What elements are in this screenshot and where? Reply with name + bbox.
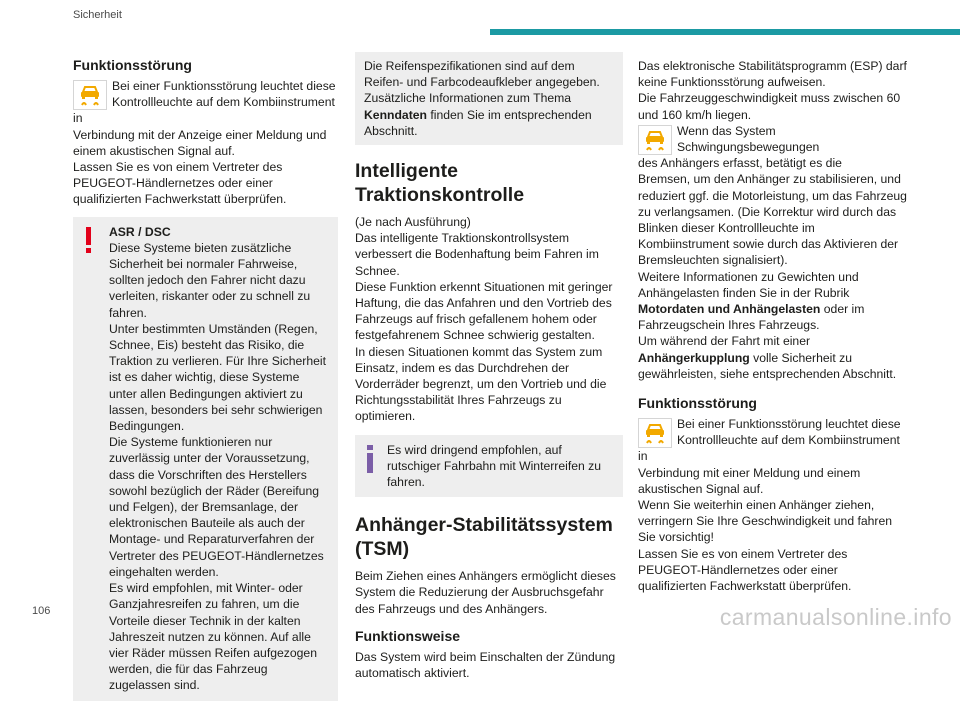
column-3: [638, 52, 908, 594]
itc-paragraph-1: (Je nach Ausführung): [355, 215, 471, 230]
asr-dsc-warning-box: [73, 217, 338, 701]
tire-note-pre: Die Reifenspezifikationen sind auf dem Reifen- und Farbcodeaufkleber angegeben. Zusätzliche Informationen zum Thema: [364, 59, 600, 106]
weights-paragraph: [638, 269, 908, 334]
warning-paragraph-2: Unter bestimmten Umständen (Regen, Schnee, Eis) besteht das Risiko, die Traktion zu verlieren. Für Ihre Sicherheit ist es daher wichtig, diese Systeme unter allen Bedingungen aktiviert zu lassen, besonders bei sehr schwierigen Bedingungen.: [109, 321, 326, 434]
tsm-action-rest: Bremsen, um den Anhänger zu stabilisieren, und reduziert ggf. die Motorleistung, um das Fahrzeug zu verlangsamen. (Die Korrektur wird durch das Blinken dieser Kontrollleuchte im Kombiinstrument sowie durch das Aktivieren der Bremsleuchten signalisiert).: [638, 172, 907, 268]
itc-paragraph-2: Das intelligente Traktionskontrollsystem verbessert die Bodenhaftung beim Fahren im Schnee.: [355, 231, 599, 278]
weights-bold: Motordaten und Anhängelasten: [638, 302, 821, 317]
page-header-section: Sicherheit: [73, 9, 122, 21]
warning-title: ASR / DSC: [109, 224, 171, 239]
skidding-car-warning-icon: [638, 418, 672, 448]
tire-spec-note: [355, 52, 623, 145]
info-note-text: Es wird dringend empfohlen, auf rutschiger Fahrbahn mit Winterreifen zu fahren.: [387, 442, 602, 490]
column-2: [355, 52, 623, 681]
watermark: carmanualsonline.info: [719, 604, 952, 630]
tsm-fault-line-1: Bei einer Funktionsstörung leuchtet diese: [677, 417, 901, 432]
tsm-fault-line-2: Kontrollleuchte auf dem Kombiinstrument in: [638, 433, 900, 464]
fault-text-line-2: Kontrollleuchte auf dem Kombiinstrument in: [73, 95, 335, 126]
winter-tire-info-box: [355, 435, 623, 498]
header-accent-bar: [490, 29, 960, 35]
weights-pre: Weitere Informationen zu Gewichten und Anhängelasten finden Sie in der Rubrik: [638, 269, 859, 300]
speed-paragraph: Die Fahrzeuggeschwindigkeit muss zwischen 60 und 160 km/h liegen.: [638, 91, 901, 122]
tsm-fault-paragraph-3: Lassen Sie es von einem Vertreter des PEUGEOT-Händlernetzes oder einer qualifizierten Fachwerkstatt überprüfen.: [638, 546, 852, 594]
function-paragraph-1: Das System wird beim Einschalten der Zündung automatisch aktiviert.: [355, 649, 616, 681]
info-icon: [367, 445, 373, 473]
esp-paragraph: Das elektronische Stabilitätsprogramm (ESP) darf keine Funktionsstörung aufweisen.: [638, 59, 907, 90]
tsm-action-paragraph: [638, 123, 908, 269]
towbar-bold: Anhängerkupplung: [638, 350, 750, 365]
tsm-fault-paragraph-2: Wenn Sie weiterhin einen Anhänger ziehen, verringern Sie Ihre Geschwindigkeit und fahren Sie vorsichtig!: [638, 498, 893, 545]
skidding-car-warning-icon: [638, 125, 672, 155]
itc-paragraph-4: In diesen Situationen kommt das System zum Einsatz, indem es das Durchdrehen der Vorderräder begrenzt, um den Vortrieb und die Richtungsstabilität Ihres Fahrzeugs zu optimieren.: [355, 344, 607, 424]
tsm-fault-heading: Funktionsstörung: [638, 395, 757, 412]
tsm-fault-paragraph: [638, 416, 908, 497]
towbar-paragraph: [638, 333, 908, 382]
exclamation-icon: [86, 227, 91, 253]
fault-paragraph: [73, 78, 338, 159]
fault-text-rest: Verbindung mit der Anzeige einer Meldung und einem akustischen Signal auf.: [73, 127, 327, 158]
page-number: 106: [32, 605, 51, 617]
tsm-action-line-1: Wenn das System Schwingungsbewegungen: [677, 123, 820, 155]
fault-contact-text: Lassen Sie es von einem Vertreter des PEUGEOT-Händlernetzes oder einer qualifizierten Fachwerkstatt überprüfen.: [73, 160, 287, 207]
function-heading: Funktionsweise: [355, 627, 461, 644]
tire-note-post: finden Sie im entsprechenden Abschnitt.: [364, 107, 592, 138]
tsm-action-line-2: des Anhängers erfasst, betätigt es die: [638, 156, 842, 171]
itc-paragraph-3: Diese Funktion erkennt Situationen mit geringer Haftung, die das Anfahren und den Vortrieb des Fahrzeugs auf frisch gefallenem hohem oder festgefahrenem Schnee schwierig gestalten.: [355, 279, 613, 343]
warning-paragraph-1: Diese Systeme bieten zusätzliche Sicherheit bei normaler Fahrweise, sollten jedoch den Fahrer nicht dazu verleiten, riskanter oder zu schnell zu fahren.: [109, 240, 311, 320]
fault-heading: Funktionsstörung: [73, 57, 192, 73]
tsm-fault-rest: Verbindung mit einer Meldung und einem akustischen Signal auf.: [638, 465, 861, 496]
skidding-car-warning-icon: [73, 80, 107, 110]
tire-note-bold: Kenndaten: [364, 107, 427, 122]
column-1: [73, 52, 338, 701]
fault-text-line-1: Bei einer Funktionsstörung leuchtet diese: [112, 79, 336, 93]
tsm-paragraph-1: Beim Ziehen eines Anhängers ermöglicht dieses System die Reduzierung der Ausbruchsgefahr des Fahrzeugs und des Anhängers.: [355, 569, 616, 616]
towbar-post: volle Sicherheit zu gewährleisten, siehe entsprechenden Abschnitt.: [638, 350, 897, 381]
warning-paragraph-3: Die Systeme funktionieren nur zuverlässig unter der Voraussetzung, dass die Vorschriften des Herstellers sowohl bezüglich der Räder (Bereifung und Felgen), der Bremsanlage, der elektronischen Bauteile als auch der Montage- und Reparaturverfahren der Vertreter des PEUGEOT-Händlernetzes eingehalten werden.: [109, 435, 324, 579]
weights-post: oder im Fahrzeugschein Ihres Fahrzeugs.: [638, 302, 865, 333]
towbar-pre: Um während der Fahrt mit einer: [638, 334, 811, 349]
itc-heading: Intelligente Traktionskontrolle: [355, 160, 525, 207]
tsm-heading: Anhänger-Stabilitätssystem (TSM): [355, 514, 613, 561]
warning-paragraph-4: Es wird empfohlen, mit Winter- oder Ganzjahresreifen zu fahren, um die Vorteile dieser Technik in der kalten Jahreszeit nutzen zu können. Auf alle vier Räder müssen Reifen aufgezogen werden, die für das Fahrzeug zugelassen sind.: [109, 581, 317, 693]
tire-note-text: [364, 58, 613, 139]
